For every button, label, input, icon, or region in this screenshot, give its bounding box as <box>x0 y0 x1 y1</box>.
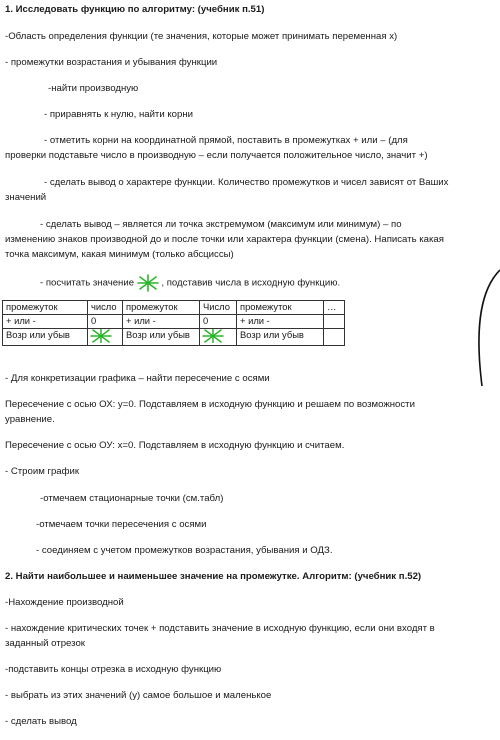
table-cell: 0 <box>200 315 237 329</box>
table-cell: Возр или убыв <box>237 329 324 346</box>
table-row <box>3 329 345 346</box>
conclusion-line2: значений <box>5 192 47 203</box>
domain-item: -Область определения функции (те значения, которые может принимать переменная x) <box>5 31 398 42</box>
oy-item: Пересечение с осью ОУ: х=0. Подставляем в исходную функцию и считаем. <box>5 440 345 451</box>
sign-table <box>2 300 345 346</box>
section2-title: 2. Найти наибольшее и наименьшее значение на промежутке. Алгоритм: (учебник п.52) <box>5 571 422 582</box>
table-cell: 0 <box>88 315 123 329</box>
equate-zero-item: - приравнять к нулю, найти корни <box>44 109 193 120</box>
choose-item: - выбрать из этих значений (у) самое большое и маленькое <box>5 690 272 701</box>
intervals-item: - промежутки возрастания и убывания функции <box>5 57 218 68</box>
table-cell: + или - <box>3 315 88 329</box>
derivative-item: -Нахождение производной <box>5 597 124 608</box>
asterisk-icon <box>200 329 226 343</box>
table-cell: Число <box>200 301 237 315</box>
table-cell-star <box>200 329 237 346</box>
ox-line2: уравнение. <box>5 414 55 425</box>
asterisk-icon <box>88 329 114 343</box>
endpoints-item: -подставить концы отрезка в исходную функцию <box>5 664 222 675</box>
mark-roots-line2: проверки подставьте число в производную – если получается положительное число, значит +) <box>5 150 428 161</box>
extremum-line2: изменению знаков производной до и после точки или характера функции (смена). Написать какая <box>5 234 444 245</box>
compute-values-item <box>40 274 483 292</box>
table-cell: … <box>324 301 345 315</box>
critical-line2: заданный отрезок <box>5 638 85 649</box>
table-cell: + или - <box>237 315 324 329</box>
table-cell-star <box>88 329 123 346</box>
intersections-item: - Для конкретизации графика – найти пересечение с осями <box>5 373 270 384</box>
table-cell <box>324 329 345 346</box>
axis-points-item: -отмечаем точки пересечения с осями <box>36 519 207 530</box>
table-cell: промежуток <box>237 301 324 315</box>
stationary-item: -отмечаем стационарные точки (см.табл) <box>40 493 224 504</box>
find-derivative-item: -найти производную <box>48 83 139 94</box>
table-cell: число <box>88 301 123 315</box>
table-cell <box>324 315 345 329</box>
graph-item: - Строим график <box>5 466 80 477</box>
table-cell: Возр или убыв <box>123 329 200 346</box>
connect-item: - соединяем с учетом промежутков возрастания, убывания и ОДЗ. <box>36 545 333 556</box>
conclude-item: - сделать вывод <box>5 716 77 727</box>
section1-title: 1. Исследовать функцию по алгоритму: (учебник п.51) <box>5 4 265 15</box>
table-cell: промежуток <box>3 301 88 315</box>
compute-after-text: , подставив числа в исходную функцию. <box>161 277 341 289</box>
table-cell: + или - <box>123 315 200 329</box>
curve-stroke-decoration <box>470 268 500 388</box>
extremum-line1: - сделать вывод – является ли точка экстремумом (максимум или минимум) – по <box>40 219 402 230</box>
table-cell: промежуток <box>123 301 200 315</box>
ox-line1: Пересечение с осью ОХ: у=0. Подставляем в исходную функцию и решаем по возможности <box>5 399 415 410</box>
table-cell: Возр или убыв <box>3 329 88 346</box>
compute-before-text: - посчитать значение <box>40 277 135 289</box>
extremum-line3: точка максимум, какая минимум (только абсциссы) <box>5 249 234 260</box>
conclusion-line1: - сделать вывод о характере функции. Количество промежутков и чисел зависят от Ваших <box>44 177 449 188</box>
table-row <box>3 301 345 315</box>
mark-roots-line1: - отметить корни на координатной прямой, поставить в промежутках + или – (для <box>44 135 408 146</box>
critical-line1: - нахождение критических точек + подставить значение в исходную функцию, если они входят в <box>5 623 435 634</box>
asterisk-icon <box>137 274 159 292</box>
table-row <box>3 315 345 329</box>
